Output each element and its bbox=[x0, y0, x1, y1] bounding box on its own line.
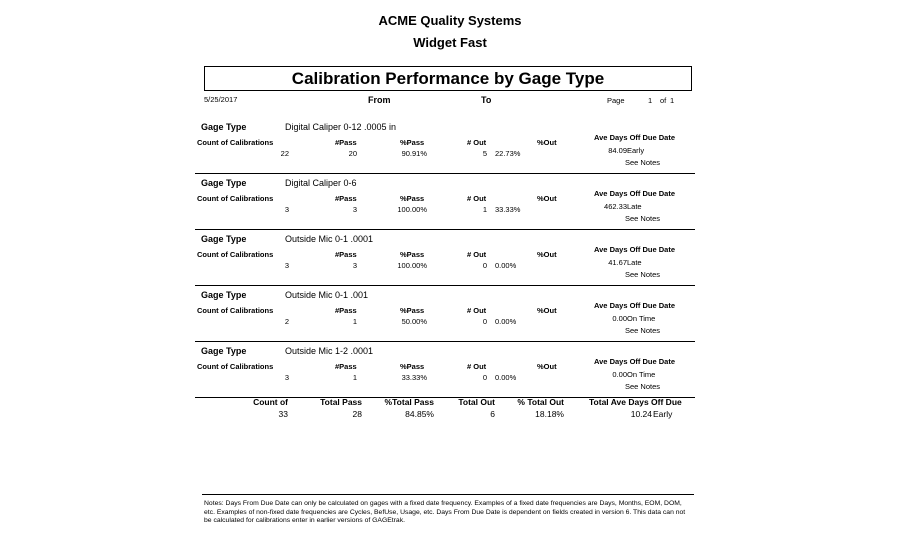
page-total: 1 bbox=[670, 96, 675, 105]
company-name: ACME Quality Systems bbox=[378, 13, 522, 28]
pass-pct-value: 100.00% bbox=[397, 205, 427, 214]
ave-days-header: Ave Days Off Due Date bbox=[594, 133, 675, 142]
count-label: Count of Calibrations bbox=[197, 362, 274, 371]
pass-pct-value: 50.00% bbox=[401, 317, 427, 326]
gage-type-value: Outside Mic 1-2 .0001 bbox=[285, 346, 374, 356]
totals-out-pct: 18.18% bbox=[535, 409, 564, 419]
totals-pass-pct: 84.85% bbox=[405, 409, 434, 419]
ave-days-value: 41.67 bbox=[608, 258, 627, 267]
ave-days-status: On Time bbox=[627, 370, 656, 379]
totals-out-label: Total Out bbox=[458, 397, 495, 407]
totals-out-pct-label: % Total Out bbox=[517, 397, 564, 407]
gage-type-value: Outside Mic 0-1 .001 bbox=[285, 290, 369, 300]
report-date: 5/25/2017 bbox=[204, 95, 238, 104]
count-label: Count of Calibrations bbox=[197, 138, 274, 147]
pass-pct-header: %Pass bbox=[400, 362, 425, 371]
ave-days-header: Ave Days Off Due Date bbox=[594, 189, 675, 198]
gage-type-label: Gage Type bbox=[201, 178, 247, 188]
ave-days-value: 462.33 bbox=[604, 202, 627, 211]
report-title: Calibration Performance by Gage Type bbox=[204, 66, 692, 91]
gage-section bbox=[195, 229, 695, 286]
notes-divider bbox=[202, 494, 694, 495]
out-pct-header: %Out bbox=[537, 250, 557, 259]
out-pct-value: 0.00% bbox=[495, 373, 517, 382]
page-label: Page bbox=[607, 96, 625, 105]
totals-pass-label: Total Pass bbox=[320, 397, 362, 407]
from-label: From bbox=[368, 95, 391, 105]
pass-pct-header: %Pass bbox=[400, 138, 425, 147]
totals-pass-pct-label: %Total Pass bbox=[384, 397, 434, 407]
totals-out: 6 bbox=[490, 409, 495, 419]
gage-type-label: Gage Type bbox=[201, 122, 247, 132]
out-count-value: 0 bbox=[482, 317, 487, 326]
pass-count-header: #Pass bbox=[335, 250, 357, 259]
out-pct-value: 22.73% bbox=[495, 149, 521, 158]
gage-section bbox=[195, 341, 695, 398]
ave-days-status: Late bbox=[627, 202, 642, 211]
ave-days-header: Ave Days Off Due Date bbox=[594, 301, 675, 310]
gage-type-value: Digital Caliper 0-6 bbox=[285, 178, 357, 188]
totals-count: 33 bbox=[278, 409, 288, 419]
out-pct-header: %Out bbox=[537, 194, 557, 203]
pass-count-value: 1 bbox=[352, 373, 357, 382]
see-notes-label: See Notes bbox=[625, 158, 661, 167]
pass-count-value: 20 bbox=[348, 149, 357, 158]
gage-type-value: Digital Caliper 0-12 .0005 in bbox=[285, 122, 397, 132]
pass-pct-value: 90.91% bbox=[401, 149, 427, 158]
totals-count-label: Count of bbox=[253, 397, 288, 407]
gage-section bbox=[195, 117, 695, 174]
gage-type-label: Gage Type bbox=[201, 290, 247, 300]
out-count-header: # Out bbox=[467, 138, 487, 147]
ave-days-status: Late bbox=[627, 258, 642, 267]
pass-pct-header: %Pass bbox=[400, 250, 425, 259]
pass-pct-value: 100.00% bbox=[397, 261, 427, 270]
out-count-value: 0 bbox=[482, 261, 487, 270]
see-notes-label: See Notes bbox=[625, 326, 661, 335]
see-notes-label: See Notes bbox=[625, 214, 661, 223]
out-pct-value: 0.00% bbox=[495, 261, 517, 270]
out-count-header: # Out bbox=[467, 362, 487, 371]
pass-count-header: #Pass bbox=[335, 194, 357, 203]
gage-type-label: Gage Type bbox=[201, 346, 247, 356]
see-notes-label: See Notes bbox=[625, 270, 661, 279]
out-count-header: # Out bbox=[467, 250, 487, 259]
count-value: 3 bbox=[284, 373, 289, 382]
ave-days-value: 0.00 bbox=[612, 370, 627, 379]
out-pct-value: 33.33% bbox=[495, 205, 521, 214]
gage-type-value: Outside Mic 0-1 .0001 bbox=[285, 234, 374, 244]
ave-days-header: Ave Days Off Due Date bbox=[594, 245, 675, 254]
ave-days-value: 0.00 bbox=[612, 314, 627, 323]
count-label: Count of Calibrations bbox=[197, 306, 274, 315]
ave-days-status: On Time bbox=[627, 314, 656, 323]
pass-count-value: 3 bbox=[352, 261, 357, 270]
count-value: 2 bbox=[284, 317, 289, 326]
see-notes-label: See Notes bbox=[625, 382, 661, 391]
count-label: Count of Calibrations bbox=[197, 194, 274, 203]
notes-text: Notes: Days From Due Date can only be calculated on gages with a fixed date frequency. Examples of a fixed date frequencies are Days, Months, EOM, DOM, etc. Examples of non-fixed date frequencies are Cycles, BefUse, Usage, etc. Days From Due Date is dependent on fields created in version 6. This data can not be calculated for calibrations enter in earlier versions of GAGEtrak. bbox=[204, 500, 686, 524]
ave-days-value: 84.09 bbox=[608, 146, 627, 155]
pass-pct-header: %Pass bbox=[400, 306, 425, 315]
out-pct-header: %Out bbox=[537, 362, 557, 371]
pass-pct-value: 33.33% bbox=[401, 373, 427, 382]
pass-count-value: 3 bbox=[352, 205, 357, 214]
totals-pass: 28 bbox=[352, 409, 362, 419]
out-count-header: # Out bbox=[467, 306, 487, 315]
gage-section bbox=[195, 173, 695, 230]
out-count-value: 1 bbox=[482, 205, 487, 214]
pass-pct-header: %Pass bbox=[400, 194, 425, 203]
out-pct-header: %Out bbox=[537, 306, 557, 315]
out-count-value: 5 bbox=[482, 149, 487, 158]
out-count-value: 0 bbox=[482, 373, 487, 382]
count-value: 3 bbox=[284, 205, 289, 214]
page-number: 1 bbox=[648, 96, 653, 105]
totals-days-label: Total Ave Days Off Due bbox=[589, 397, 682, 407]
totals-days-status: Early bbox=[653, 409, 673, 419]
pass-count-header: #Pass bbox=[335, 306, 357, 315]
gage-type-label: Gage Type bbox=[201, 234, 247, 244]
count-label: Count of Calibrations bbox=[197, 250, 274, 259]
gage-section bbox=[195, 285, 695, 342]
ave-days-status: Early bbox=[627, 146, 645, 155]
count-value: 22 bbox=[280, 149, 289, 158]
ave-days-header: Ave Days Off Due Date bbox=[594, 357, 675, 366]
out-count-header: # Out bbox=[467, 194, 487, 203]
totals-days: 10.24 bbox=[630, 409, 652, 419]
to-label: To bbox=[481, 95, 492, 105]
pass-count-header: #Pass bbox=[335, 138, 357, 147]
report-subtitle: Widget Fast bbox=[413, 35, 487, 50]
out-pct-header: %Out bbox=[537, 138, 557, 147]
pass-count-value: 1 bbox=[352, 317, 357, 326]
page-of-label: of bbox=[660, 96, 667, 105]
pass-count-header: #Pass bbox=[335, 362, 357, 371]
count-value: 3 bbox=[284, 261, 289, 270]
out-pct-value: 0.00% bbox=[495, 317, 517, 326]
